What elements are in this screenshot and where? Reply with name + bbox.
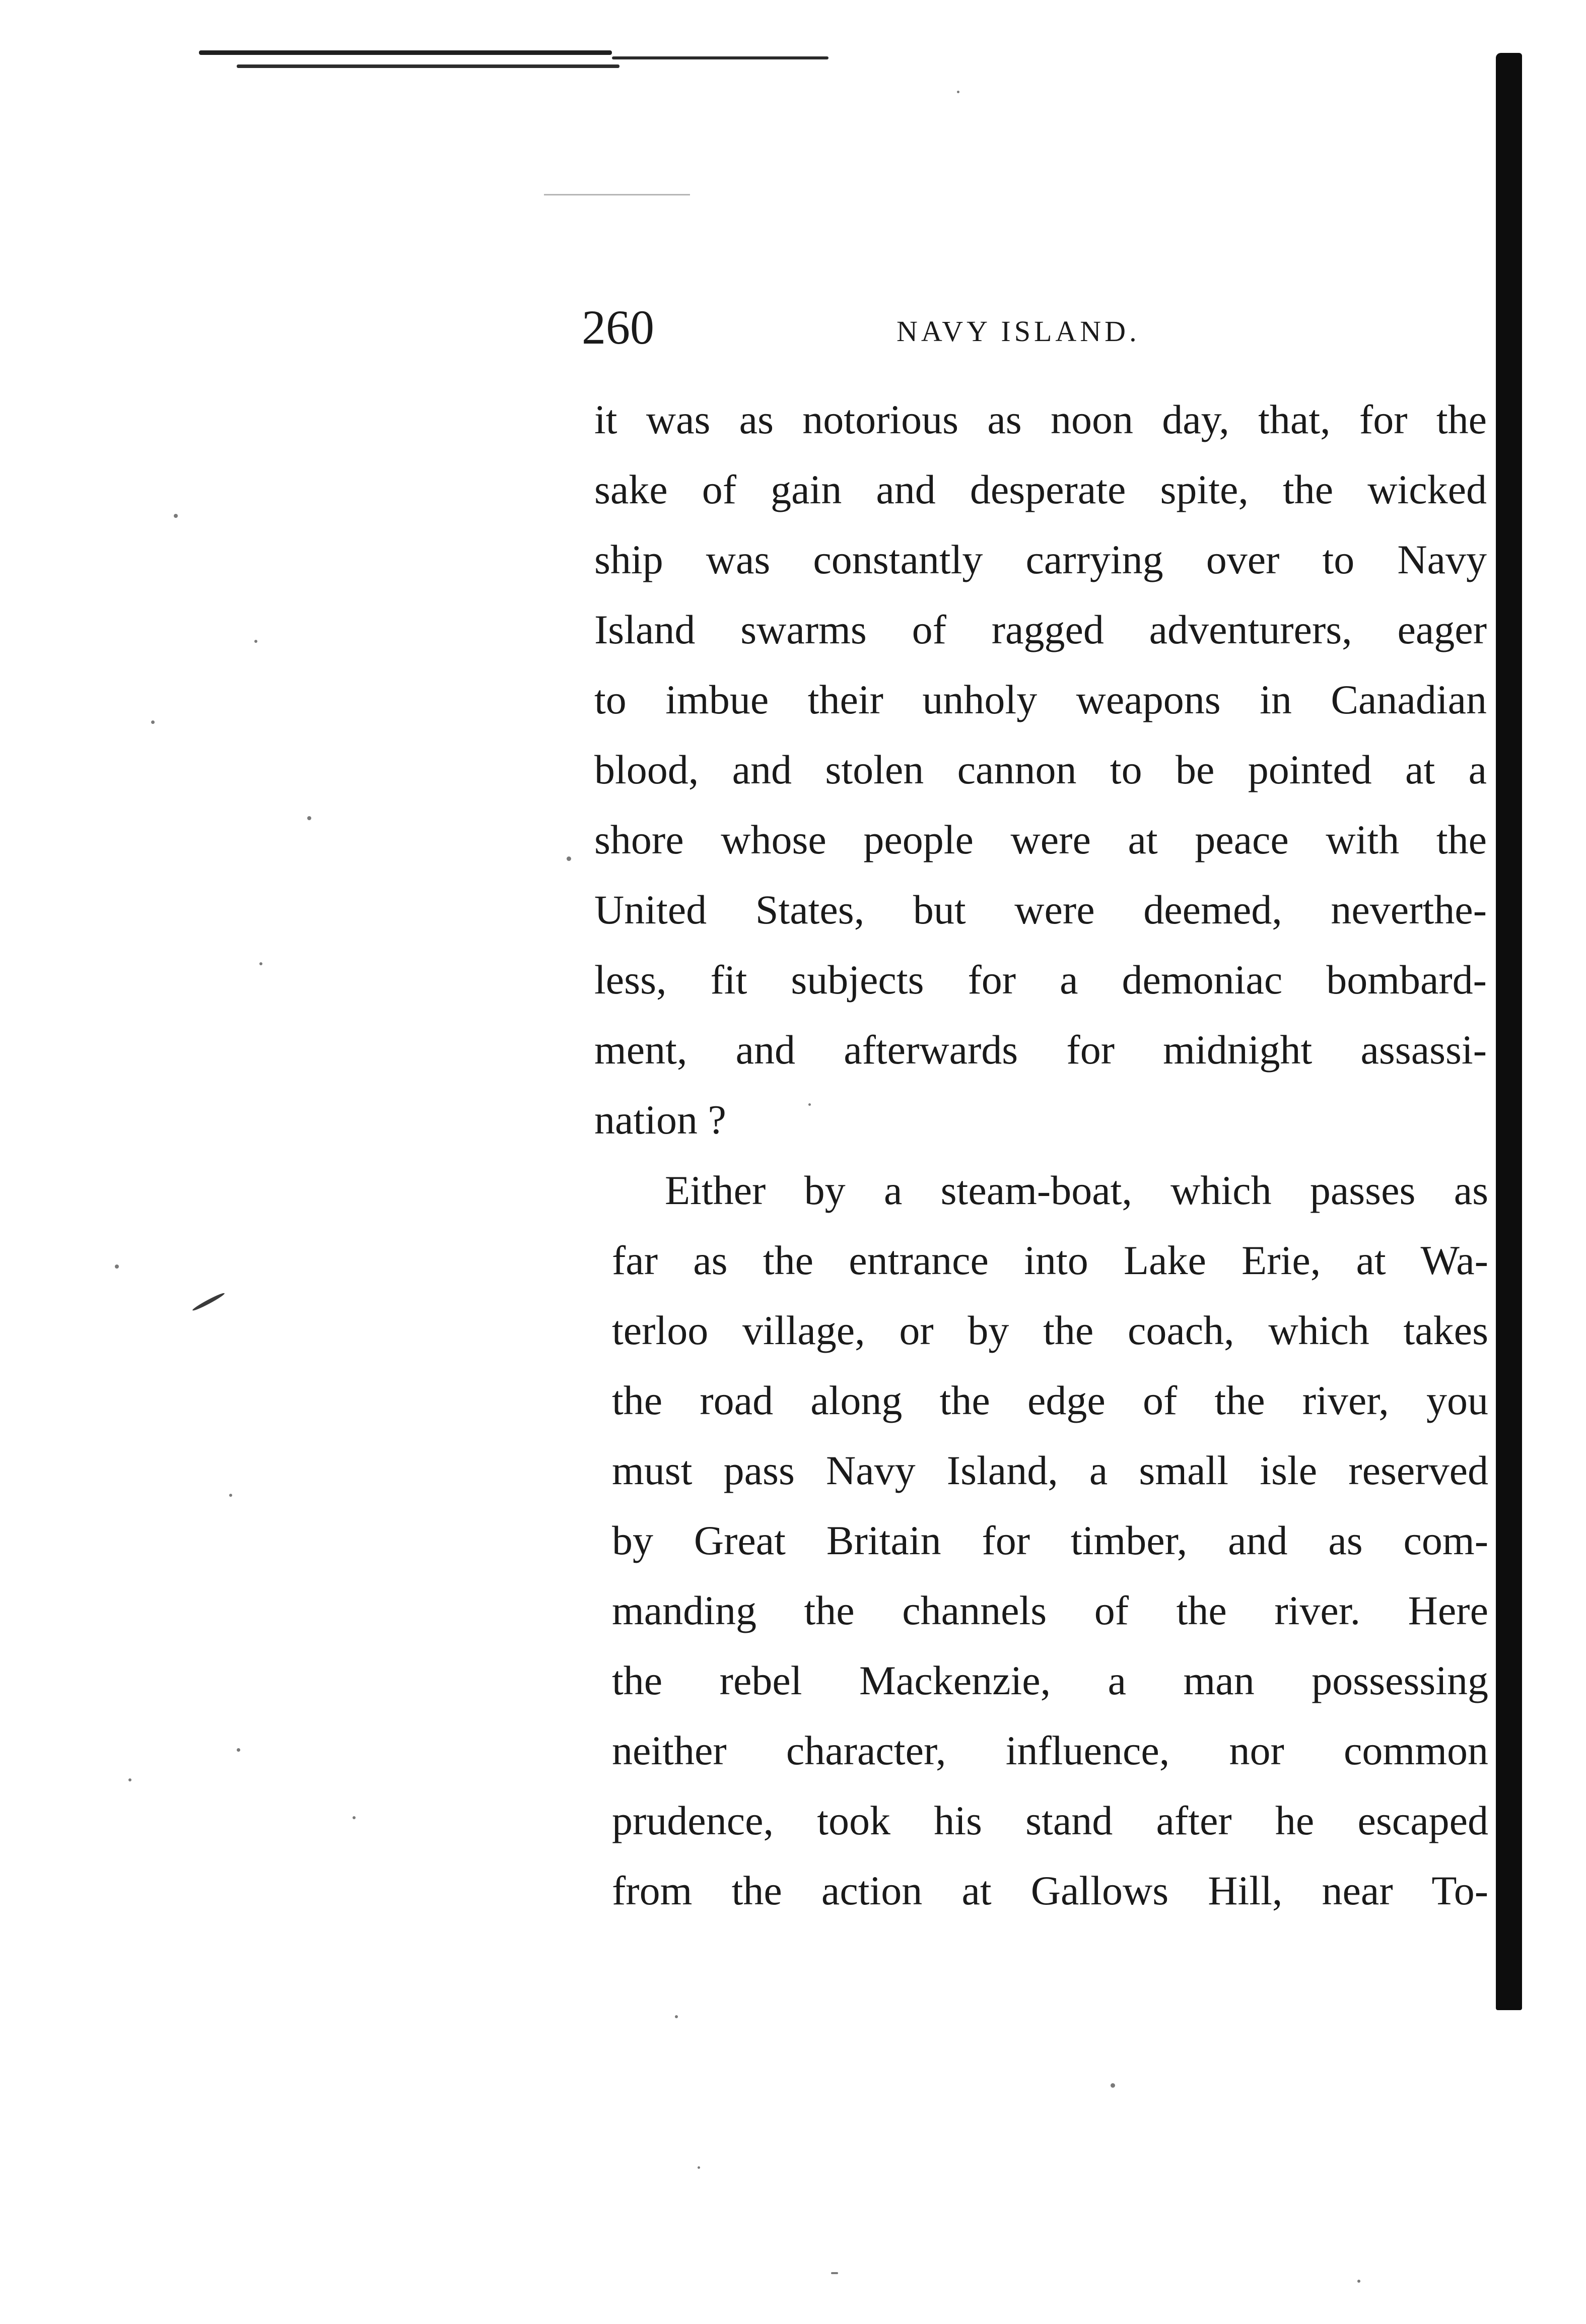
text-line: neither character, influence, nor common (612, 1728, 1488, 1773)
text-line: shore whose people were at peace with the (594, 817, 1487, 862)
scan-ink-mark (191, 1292, 225, 1312)
scan-rule-top (199, 50, 612, 55)
text-line: must pass Navy Island, a small isle reserved (612, 1447, 1488, 1493)
text-line: to imbue their unholy weapons in Canadian (594, 677, 1487, 722)
text-line: far as the entrance into Lake Erie, at Wa- (612, 1237, 1488, 1283)
text-line: sake of gain and desperate spite, the wicked (594, 467, 1487, 512)
scan-faint-rule (544, 194, 690, 195)
paragraph-continued (594, 384, 1487, 1155)
text-line: terloo village, or by the coach, which takes (612, 1307, 1488, 1353)
text-line: Either by a steam-boat, which passes as (665, 1167, 1488, 1213)
text-line: the rebel Mackenzie, a man possessing (612, 1657, 1488, 1703)
text-line: United States, but were deemed, neverthe- (594, 887, 1487, 933)
text-line: manding the channels of the river. Here (612, 1587, 1488, 1633)
text-line: nation ? (594, 1097, 726, 1143)
text-line: ment, and afterwards for midnight assassi- (594, 1027, 1487, 1073)
scan-rule-top-shadow (237, 64, 619, 68)
text-line: by Great Britain for timber, and as com- (612, 1517, 1488, 1563)
scan-rule-top-tail (612, 56, 829, 59)
text-line: ship was constantly carrying over to Navy (594, 537, 1487, 582)
text-line: less, fit subjects for a demoniac bombard- (594, 957, 1487, 1003)
text-line: blood, and stolen cannon to be pointed at a (594, 747, 1487, 792)
paragraph-navy-island (612, 1155, 1488, 1925)
running-head-title: NAVY ISLAND. (897, 315, 1140, 348)
text-line: it was as notorious as noon day, that, for the (594, 396, 1487, 442)
page-number: 260 (582, 300, 654, 354)
text-line: prudence, took his stand after he escaped (612, 1798, 1488, 1843)
running-header (582, 297, 1539, 358)
text-line: Island swarms of ragged adventurers, eager (594, 607, 1487, 652)
text-line: the road along the edge of the river, you (612, 1377, 1488, 1423)
text-line: from the action at Gallows Hill, near To- (612, 1868, 1488, 1913)
